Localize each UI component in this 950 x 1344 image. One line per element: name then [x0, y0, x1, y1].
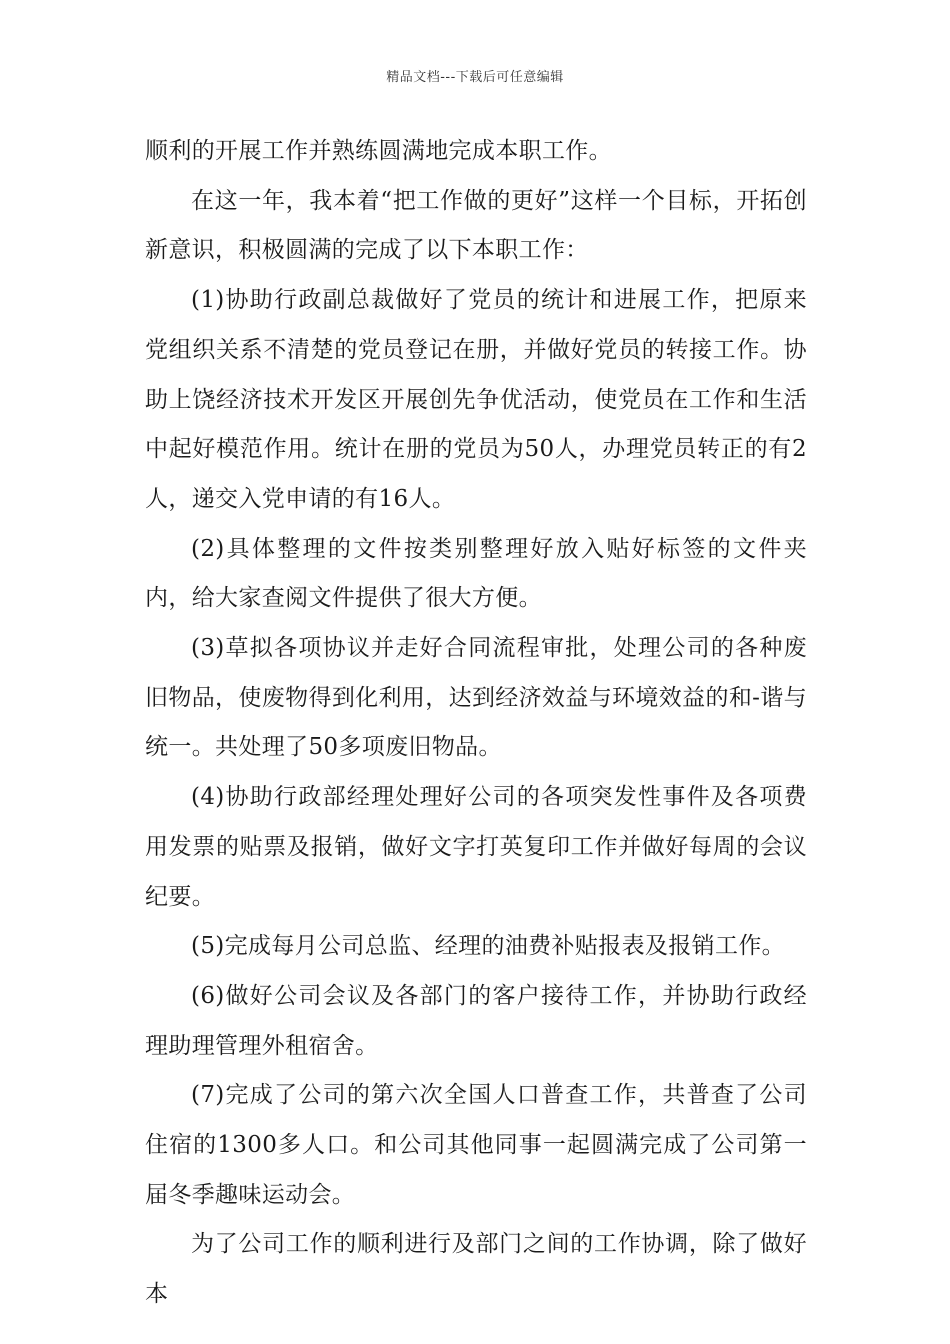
paragraph-item-7: (7)完成了公司的第六次全国人口普查工作，共普查了公司住宿的1300多人口。和公司其他同事一起圆满完成了公司第一届冬季趣味运动会。	[145, 1082, 807, 1208]
paragraph-item-4: (4)协助行政部经理处理好公司的各项突发性事件及各项费用发票的贴票及报销，做好文字打英复印工作并做好每周的会议纪要。	[145, 784, 807, 910]
paragraph-continuation: 顺利的开展工作并熟练圆满地完成本职工作。	[145, 138, 612, 164]
page-header: 精品文档---下载后可任意编辑	[386, 70, 564, 85]
paragraph-intro: 在这一年，我本着“把工作做的更好”这样一个目标，开拓创新意识，积极圆满的完成了以下本职工作：	[145, 187, 807, 264]
paragraph-item-1: (1)协助行政副总裁做好了党员的统计和进展工作，把原来党组织关系不清楚的党员登记在册，并做好党员的转接工作。协助上饶经济技术开发区开展创先争优活动，使党员在工作和生活中起好模范作用。统计在册的党员为50人，办理党员转正的有2人，递交入党申请的有16人。	[145, 287, 807, 512]
paragraph-closing: 为了公司工作的顺利进行及部门之间的工作协调，除了做好本	[145, 1231, 807, 1308]
paragraph-item-5: (5)完成每月公司总监、经理的油费补贴报表及报销工作。	[191, 933, 786, 960]
paragraph-item-6: (6)做好公司会议及各部门的客户接待工作，并协助行政经理助理管理外租宿舍。	[145, 982, 807, 1059]
document-body	[145, 127, 807, 1320]
paragraph-item-2: (2)具体整理的文件按类别整理好放入贴好标签的文件夹内，给大家查阅文件提供了很大方便。	[145, 535, 807, 612]
paragraph-item-3: (3)草拟各项协议并走好合同流程审批，处理公司的各种废旧物品，使废物得到化利用，达到经济效益与环境效益的和-谐与统一。共处理了50多项废旧物品。	[145, 635, 807, 761]
